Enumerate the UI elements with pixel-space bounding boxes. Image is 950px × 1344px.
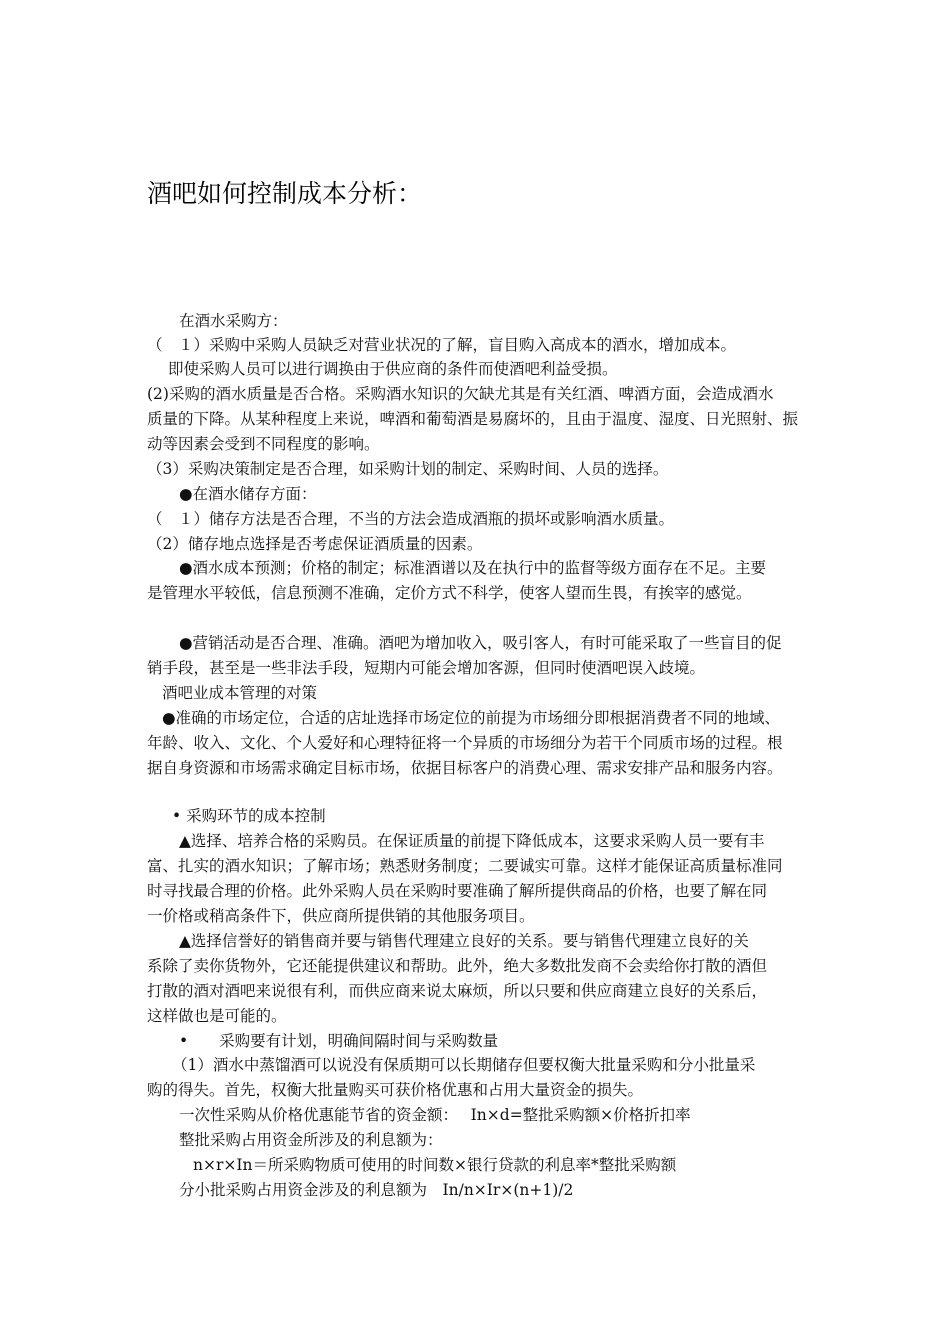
paragraph-line: 年龄、收入、文化、个人爱好和心理特征将一个异质的市场细分为若干个同质市场的过程。根 [147,734,783,752]
paragraph-line: （ １）采购中采购人员缺乏对营业状况的了解，盲目购入高成本的酒水，增加成本。 [147,336,737,354]
paragraph-line: 动等因素会受到不同程度的影响。 [147,435,380,453]
paragraph-line: 打散的酒对酒吧来说很有利，而供应商来说太麻烦，所以只要和供应商建立良好的关系后， [147,982,768,1000]
paragraph-line: 在酒水采购方： [179,312,288,330]
formula-line: 一次性采购从价格优惠能节省的资金额： In×d=整批采购额×价格折扣率 [179,1106,691,1124]
paragraph-line: ●准确的市场定位，合适的店址选择市场定位的前提为市场细分即根据消费者不同的地域、 [162,709,781,727]
paragraph-line: (2)采购的酒水质量是否合格。采购酒水知识的欠缺尤其是有关红酒、啤酒方面，会造成酒水 [147,385,774,403]
paragraph-line: 购的得失。首先，权衡大批量购买可获价格优惠和占用大量资金的损失。 [147,1081,644,1099]
document-title: 酒吧如何控制成本分析： [147,179,423,208]
bullet-heading: • 采购环节的成本控制 [172,807,326,825]
paragraph-line: 这样做也是可能的。 [147,1007,287,1025]
bullet-heading: • 采购要有计划，明确间隔时间与采购数量 [179,1032,499,1050]
section-heading: 酒吧业成本管理的对策 [162,684,318,702]
paragraph-line: （1）酒水中蒸馏酒可以说没有保质期可以长期储存但要权衡大批量采购和分小批量采 [172,1056,756,1074]
paragraph-line: 质量的下降。从某种程度上来说，啤酒和葡萄酒是易腐坏的，且由于温度、湿度、日光照射、振 [147,410,799,428]
formula-line: n×r×In＝所采购物质可使用的时间数×银行贷款的利息率*整批采购额 [193,1156,677,1174]
paragraph-line: 时寻找最合理的价格。此外采购人员在采购时要准确了解所提供商品的价格，也要了解在同 [147,882,768,900]
paragraph-line: 是管理水平较低，信息预测不准确，定价方式不科学，使客人望而生畏，有挨宰的感觉。 [147,584,752,602]
paragraph-line: 即使采购人员可以进行调换由于供应商的条件而使酒吧利益受损。 [168,360,618,378]
paragraph-line: 销手段，甚至是一些非法手段，短期内可能会增加客源，但同时使酒吧误入歧境。 [147,659,706,677]
paragraph-line: （ １）储存方法是否合理，不当的方法会造成酒瓶的损坏或影响酒水质量。 [147,510,675,528]
paragraph-line: 系除了卖你货物外，它还能提供建议和帮助。此外，绝大多数批发商不会卖给你打散的酒但 [147,957,768,975]
paragraph-line: 一价格或稍高条件下，供应商所提供销的其他服务项目。 [147,907,535,925]
paragraph-line: 据自身资源和市场需求确定目标市场，依据目标客户的消费心理、需求安排产品和服务内容。 [147,759,783,777]
paragraph-line: 富、扎实的酒水知识；了解市场；熟悉财务制度；二要诚实可靠。这样才能保证高质量标准同 [147,857,783,875]
paragraph-line: ●酒水成本预测；价格的制定；标准酒谱以及在执行中的监督等级方面存在不足。主要 [179,559,767,577]
paragraph-line: ▲选择、培养合格的采购员。在保证质量的前提下降低成本，这要求采购人员一要有丰 [179,832,765,850]
formula-line: 分小批采购占用资金涉及的利息额为 In/n×Ir×(n+1)/2 [179,1181,574,1199]
paragraph-line: ●营销活动是否合理、准确。酒吧为增加收入，吸引客人，有时可能采取了一些盲目的促 [179,634,782,652]
paragraph-line: ▲选择信誉好的销售商并要与销售代理建立良好的关系。要与销售代理建立良好的关 [179,932,749,950]
paragraph-line: ●在酒水储存方面： [179,485,317,503]
paragraph-line: （3）采购决策制定是否合理，如采购计划的制定、采购时间、人员的选择。 [147,460,669,478]
formula-line: 整批采购占用资金所涉及的利息额为： [179,1131,443,1149]
paragraph-line: （2）储存地点选择是否考虑保证酒质量的因素。 [147,535,483,553]
